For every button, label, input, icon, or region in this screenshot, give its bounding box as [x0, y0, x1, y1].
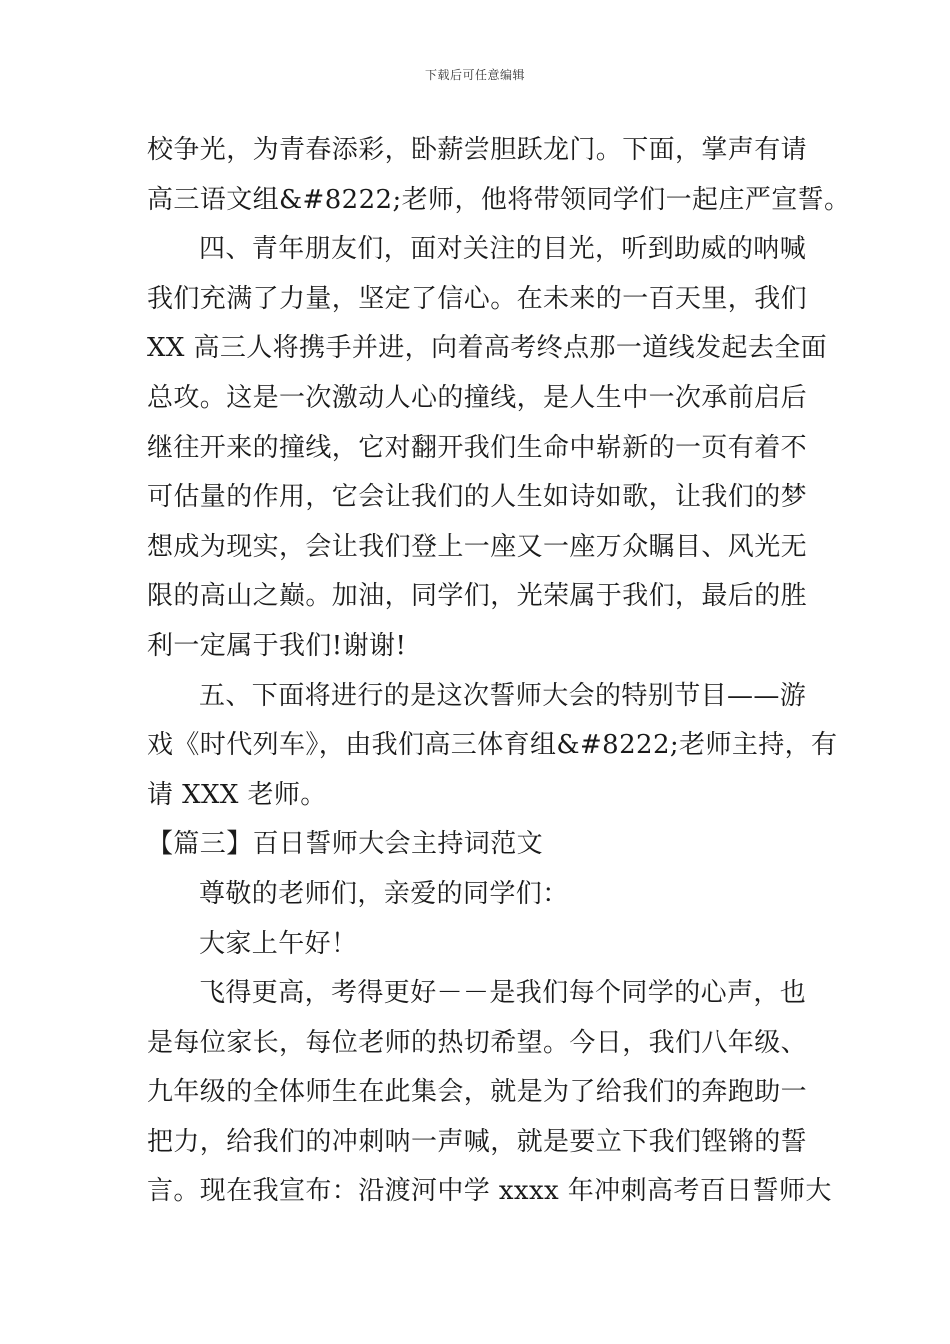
text-line: 限的高山之巅。加油，同学们，光荣属于我们，最后的胜 — [147, 581, 808, 612]
paragraph-start-line: 五、下面将进行的是这次誓师大会的特别节目——游 — [199, 680, 807, 711]
text-line: 可估量的作用，它会让我们的人生如诗如歌，让我们的梦 — [147, 482, 808, 513]
greeting-line: 大家上午好！ — [199, 928, 358, 959]
text-line: 想成为现实，会让我们登上一座又一座万众瞩目、风光无 — [147, 531, 808, 562]
text-line: 我们充满了力量，坚定了信心。在未来的一百天里，我们 — [147, 283, 808, 314]
text-line: XX 高三人将携手并进，向着高考终点那一道线发起去全面 — [147, 333, 828, 364]
paragraph-start-line: 飞得更高，考得更好－－是我们每个同学的心声，也 — [199, 978, 807, 1009]
text-line: 把力，给我们的冲刺呐一声喊，就是要立下我们铿锵的誓 — [147, 1126, 808, 1157]
text-line: 继往开来的撞线，它对翻开我们生命中崭新的一页有着不 — [147, 432, 808, 463]
text-line: 请 XXX 老师。 — [147, 779, 327, 810]
text-line: 戏《时代列车》，由我们高三体育组&#8222;老师主持，有 — [147, 730, 838, 761]
paragraph-start-line: 四、青年朋友们，面对关注的目光，听到助威的呐喊 — [199, 234, 807, 265]
text-line: 利一定属于我们!谢谢! — [147, 630, 407, 661]
text-line: 言。现在我宣布：沿渡河中学 xxxx 年冲刺高考百日誓师大 — [147, 1176, 832, 1207]
salutation-line: 尊敬的老师们，亲爱的同学们： — [199, 878, 569, 909]
text-line: 总攻。这是一次激动人心的撞线，是人生中一次承前启后 — [147, 382, 808, 413]
text-line: 是每位家长，每位老师的热切希望。今日，我们八年级、 — [147, 1027, 808, 1058]
text-line: 九年级的全体师生在此集会，就是为了给我们的奔跑助一 — [147, 1077, 808, 1108]
page-header-note: 下载后可任意编辑 — [424, 68, 525, 82]
text-line: 校争光，为青春添彩，卧薪尝胆跃龙门。下面，掌声有请 — [147, 135, 808, 165]
section-heading: 【篇三】百日誓师大会主持词范文 — [147, 829, 544, 860]
text-line: 高三语文组&#8222;老师，他将带领同学们一起庄严宣誓。 — [147, 184, 851, 215]
document-body — [147, 126, 851, 1217]
